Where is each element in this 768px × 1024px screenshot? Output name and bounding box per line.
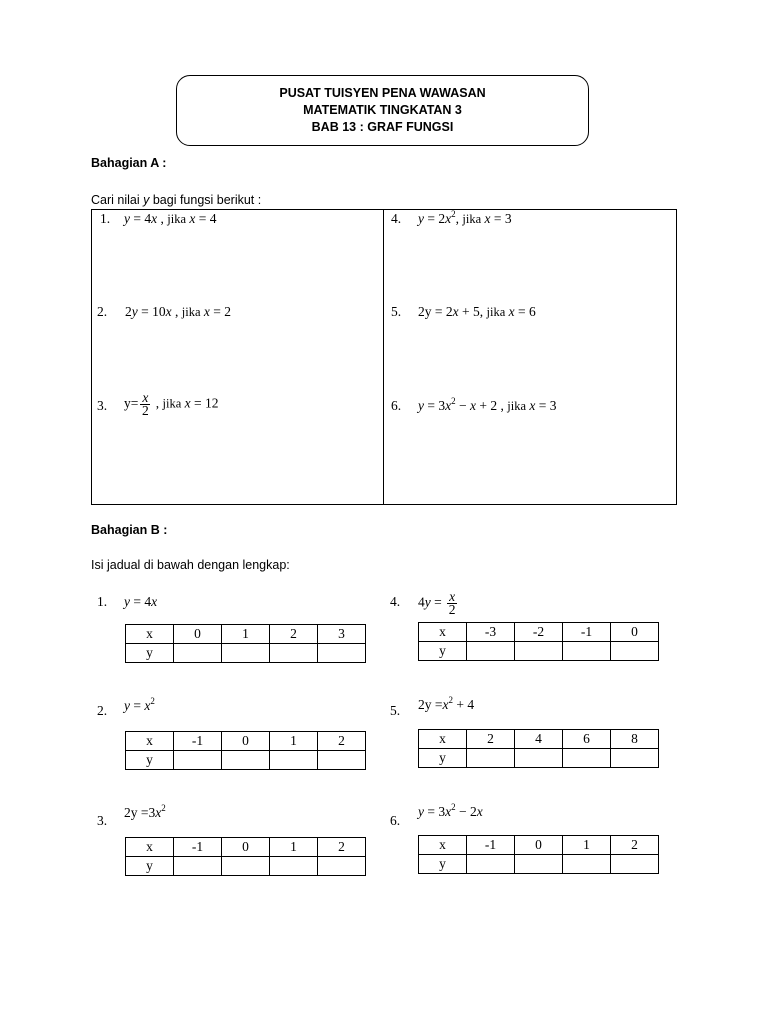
table-1-x-value: 0 [174, 625, 222, 644]
table-2-y-cell[interactable] [222, 751, 270, 770]
table-4-y-cell[interactable] [611, 642, 659, 661]
section-a-title: Bahagian A : [91, 156, 167, 170]
table-1-y-cell[interactable] [222, 644, 270, 663]
fraction-x-over-2: $\frac{x}{2}$ [142, 390, 149, 418]
table-2-x-value: 0 [222, 732, 270, 751]
section-b-title: Bahagian B : [91, 523, 168, 537]
table-3-x-value: 1 [270, 838, 318, 857]
table-4-y-cell[interactable] [563, 642, 611, 661]
header-center-name: PUSAT TUISYEN PENA WAWASAN [279, 86, 486, 100]
table-1-y-cell[interactable] [318, 644, 366, 663]
table-4-number: 4. [390, 594, 401, 609]
section-b-instruction: Isi jadual di bawah dengan lengkap: [91, 558, 290, 572]
question-3-text: y= $\frac{x}{2}$ , jika x = 12 [124, 390, 219, 418]
table-6-x-label: x [419, 836, 467, 855]
table-1-y-label: y [126, 644, 174, 663]
table-6-y-cell[interactable] [611, 855, 659, 874]
table-6-y-label: y [419, 855, 467, 874]
table-6-number: 6. [390, 813, 401, 828]
table-5-number: 5. [390, 703, 401, 718]
table-5-x-label: x [419, 730, 467, 749]
table-6-x-value: -1 [467, 836, 515, 855]
fraction-x-over-2: $\frac{x}{2}$ [448, 589, 456, 617]
table-3-x-value: -1 [174, 838, 222, 857]
table-4-y-label: y [419, 642, 467, 661]
section-a-instruction [91, 193, 261, 207]
table-2-y-label: y [126, 751, 174, 770]
table-1-x-label: x [126, 625, 174, 644]
table-5-function: $2y =x^2 + 4$ [418, 695, 475, 712]
table-2-y-cell[interactable] [174, 751, 222, 770]
table-6-x-value: 1 [563, 836, 611, 855]
question-3-number: 3. [97, 398, 108, 413]
table-2-x-value: -1 [174, 732, 222, 751]
table-4-x-value: 0 [611, 623, 659, 642]
table-6-y-cell[interactable] [515, 855, 563, 874]
question-grid-divider [383, 209, 384, 505]
table-5-x-value: 2 [467, 730, 515, 749]
header-box [176, 75, 589, 146]
question-4-text: $y = 2x^2$, jika x = 3 [418, 209, 512, 226]
header-subject: MATEMATIK TINGKATAN 3 [303, 103, 462, 117]
question-6-text: $y = 3x^2 - x + 2$ , jika x = 3 [418, 396, 557, 413]
table-1-x-value: 1 [222, 625, 270, 644]
table-3-number: 3. [97, 813, 108, 828]
table-3-x-value: 2 [318, 838, 366, 857]
question-4-number: 4. [391, 211, 402, 226]
table-2-x-label: x [126, 732, 174, 751]
table-1-y-cell[interactable] [174, 644, 222, 663]
table-4-x-value: -2 [515, 623, 563, 642]
table-2-number: 2. [97, 703, 108, 718]
table-1-function: y = 4x [124, 594, 158, 609]
table-3-y-cell[interactable] [174, 857, 222, 876]
table-1 [125, 624, 366, 663]
question-5-number: 5. [391, 304, 402, 319]
table-1-x-value: 2 [270, 625, 318, 644]
table-6-x-value: 2 [611, 836, 659, 855]
question-1-number: 1. [100, 211, 111, 226]
question-2-number: 2. [97, 304, 108, 319]
table-6-y-cell[interactable] [563, 855, 611, 874]
question-6-number: 6. [391, 398, 402, 413]
table-4-x-label: x [419, 623, 467, 642]
table-3-function: $2y =3x^2$ [124, 803, 166, 820]
instruction-post: bagi fungsi berikut : [149, 193, 262, 207]
table-5-y-cell[interactable] [467, 749, 515, 768]
table-4-function: 4y = $\frac{x}{2}$ [418, 589, 456, 617]
table-5-x-value: 6 [563, 730, 611, 749]
table-1-number: 1. [97, 594, 108, 609]
table-1-y-cell[interactable] [270, 644, 318, 663]
table-5-y-label: y [419, 749, 467, 768]
instruction-pre: Cari nilai [91, 193, 144, 207]
table-2-y-cell[interactable] [318, 751, 366, 770]
table-4 [418, 622, 659, 661]
table-4-x-value: -3 [467, 623, 515, 642]
table-2-y-cell[interactable] [270, 751, 318, 770]
table-4-y-cell[interactable] [515, 642, 563, 661]
table-2-x-value: 1 [270, 732, 318, 751]
table-6-y-cell[interactable] [467, 855, 515, 874]
table-5-x-value: 8 [611, 730, 659, 749]
table-3 [125, 837, 366, 876]
table-3-y-cell[interactable] [270, 857, 318, 876]
table-4-x-value: -1 [563, 623, 611, 642]
table-5-y-cell[interactable] [611, 749, 659, 768]
table-6-function: $y = 3x^2 - 2x$ [418, 802, 483, 819]
header-chapter: BAB 13 : GRAF FUNGSI [311, 120, 454, 134]
table-5-x-value: 4 [515, 730, 563, 749]
table-2-function: $y = x^2$ [124, 696, 155, 713]
table-1-x-value: 3 [318, 625, 366, 644]
question-2-text: 2y = 10x , jika x = 2 [125, 304, 231, 319]
table-5 [418, 729, 659, 768]
table-2 [125, 731, 366, 770]
table-3-x-value: 0 [222, 838, 270, 857]
table-6 [418, 835, 659, 874]
table-4-y-cell[interactable] [467, 642, 515, 661]
table-2-x-value: 2 [318, 732, 366, 751]
question-1-text: y = 4x , jika x = 4 [124, 211, 217, 226]
table-6-x-value: 0 [515, 836, 563, 855]
table-3-y-cell[interactable] [222, 857, 270, 876]
table-5-y-cell[interactable] [563, 749, 611, 768]
table-3-y-cell[interactable] [318, 857, 366, 876]
question-5-text: 2y = 2x + 5, jika x = 6 [418, 304, 536, 319]
table-3-x-label: x [126, 838, 174, 857]
table-5-y-cell[interactable] [515, 749, 563, 768]
question-grid [91, 209, 677, 505]
instruction-var: y [143, 193, 150, 207]
table-3-y-label: y [126, 857, 174, 876]
